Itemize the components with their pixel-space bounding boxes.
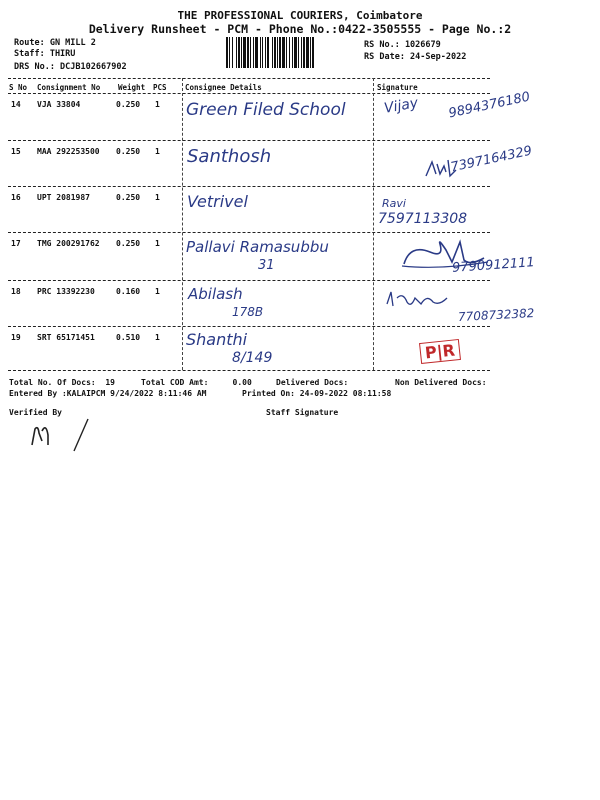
consignee-name: Santhosh — [187, 146, 272, 167]
row-divider — [8, 326, 490, 327]
non-delivered-docs: Non Delivered Docs: — [395, 378, 487, 387]
cell-sno: 15 — [11, 147, 21, 156]
rs-number: RS No.: 1026679 — [364, 40, 441, 50]
cell-pcs: 1 — [155, 147, 160, 156]
consignee-name: Abilash — [188, 285, 243, 303]
cell-weight: 0.250 — [116, 193, 141, 202]
receiver-phone: 7708732382 — [457, 306, 535, 324]
handwritten-signature: Ravi — [382, 197, 406, 210]
printed-on: Printed On: 24-09-2022 08:11:58 — [242, 389, 392, 398]
row-divider — [8, 232, 490, 233]
table-header-rule — [8, 93, 490, 94]
cell-pcs: 1 — [155, 239, 160, 248]
col-header-pcs: PCS — [153, 83, 167, 92]
cell-weight: 0.510 — [116, 333, 141, 342]
receiver-phone: 9790912111 — [451, 255, 536, 276]
col-header-weight: Weight — [118, 83, 146, 92]
col-header-consignee: Consignee Details — [185, 83, 262, 92]
document-title: THE PROFESSIONAL COURIERS, Coimbatore — [177, 9, 423, 22]
receiver-phone: 9894376180 — [447, 89, 532, 122]
cell-weight: 0.250 — [116, 147, 141, 156]
total-docs: Total No. Of Docs: 19 — [9, 378, 115, 387]
row-divider — [8, 140, 490, 141]
cell-sno: 16 — [11, 193, 21, 202]
consignee-name: Vetrivel — [187, 192, 248, 211]
document-subtitle: Delivery Runsheet - PCM - Phone No.:0422-3505555 - Page No.:2 — [88, 22, 512, 36]
staff-signature-label: Staff Signature — [266, 408, 339, 417]
cell-pcs: 1 — [155, 287, 160, 296]
staff-label: Staff: THIRU — [14, 49, 76, 59]
cell-consignment: PRC 13392230 — [37, 287, 95, 296]
cell-sno: 17 — [11, 239, 21, 248]
cell-consignment: SRT 65171451 — [37, 333, 95, 342]
consignee-name: Pallavi Ramasubbu — [186, 238, 329, 256]
row-divider — [8, 186, 490, 187]
col-header-consignment: Consignment No — [37, 83, 101, 92]
consignee-name: Green Filed School — [186, 100, 346, 120]
consignee-address: 8/149 — [232, 350, 273, 366]
delivery-stamp: P|R — [419, 339, 461, 364]
cell-sno: 14 — [11, 100, 21, 109]
cell-consignment: MAA 292253500 — [37, 147, 100, 156]
cell-pcs: 1 — [155, 333, 160, 342]
table-bottom-rule — [8, 370, 490, 371]
cell-sno: 18 — [11, 287, 21, 296]
route-label: Route: GN MILL 2 — [14, 38, 96, 48]
receiver-phone: 7597113308 — [378, 211, 468, 227]
cell-consignment: UPT 2081987 — [37, 193, 90, 202]
signature-scribble — [383, 288, 453, 310]
cell-pcs: 1 — [155, 193, 160, 202]
delivered-docs: Delivered Docs: — [276, 378, 349, 387]
consignee-address: 178B — [232, 305, 264, 319]
cell-consignment: VJA 33804 — [37, 100, 81, 109]
handwritten-signature: Vijay — [382, 95, 420, 117]
table-top-rule — [8, 78, 490, 79]
verifier-signature — [26, 415, 106, 455]
barcode — [225, 37, 357, 68]
drs-number: DRS No.: DCJB102667902 — [14, 62, 127, 72]
verified-by-label: Verified By — [9, 408, 62, 417]
total-cod: Total COD Amt: 0.00 — [141, 378, 252, 387]
col-header-signature: Signature — [377, 83, 418, 92]
cell-weight: 0.160 — [116, 287, 141, 296]
rs-date: RS Date: 24-Sep-2022 — [364, 52, 467, 62]
consignee-name: Shanthi — [186, 330, 248, 349]
consignee-address: 31 — [258, 258, 275, 273]
entered-by: Entered By :KALAIPCM 9/24/2022 8:11:46 AM — [9, 389, 207, 398]
cell-consignment: TMG 200291762 — [37, 239, 100, 248]
cell-pcs: 1 — [155, 100, 160, 109]
row-divider — [8, 280, 490, 281]
receiver-phone: 7397164329 — [449, 143, 534, 176]
cell-sno: 19 — [11, 333, 21, 342]
cell-weight: 0.250 — [116, 100, 141, 109]
cell-weight: 0.250 — [116, 239, 141, 248]
col-header-sno: S No — [9, 83, 28, 92]
